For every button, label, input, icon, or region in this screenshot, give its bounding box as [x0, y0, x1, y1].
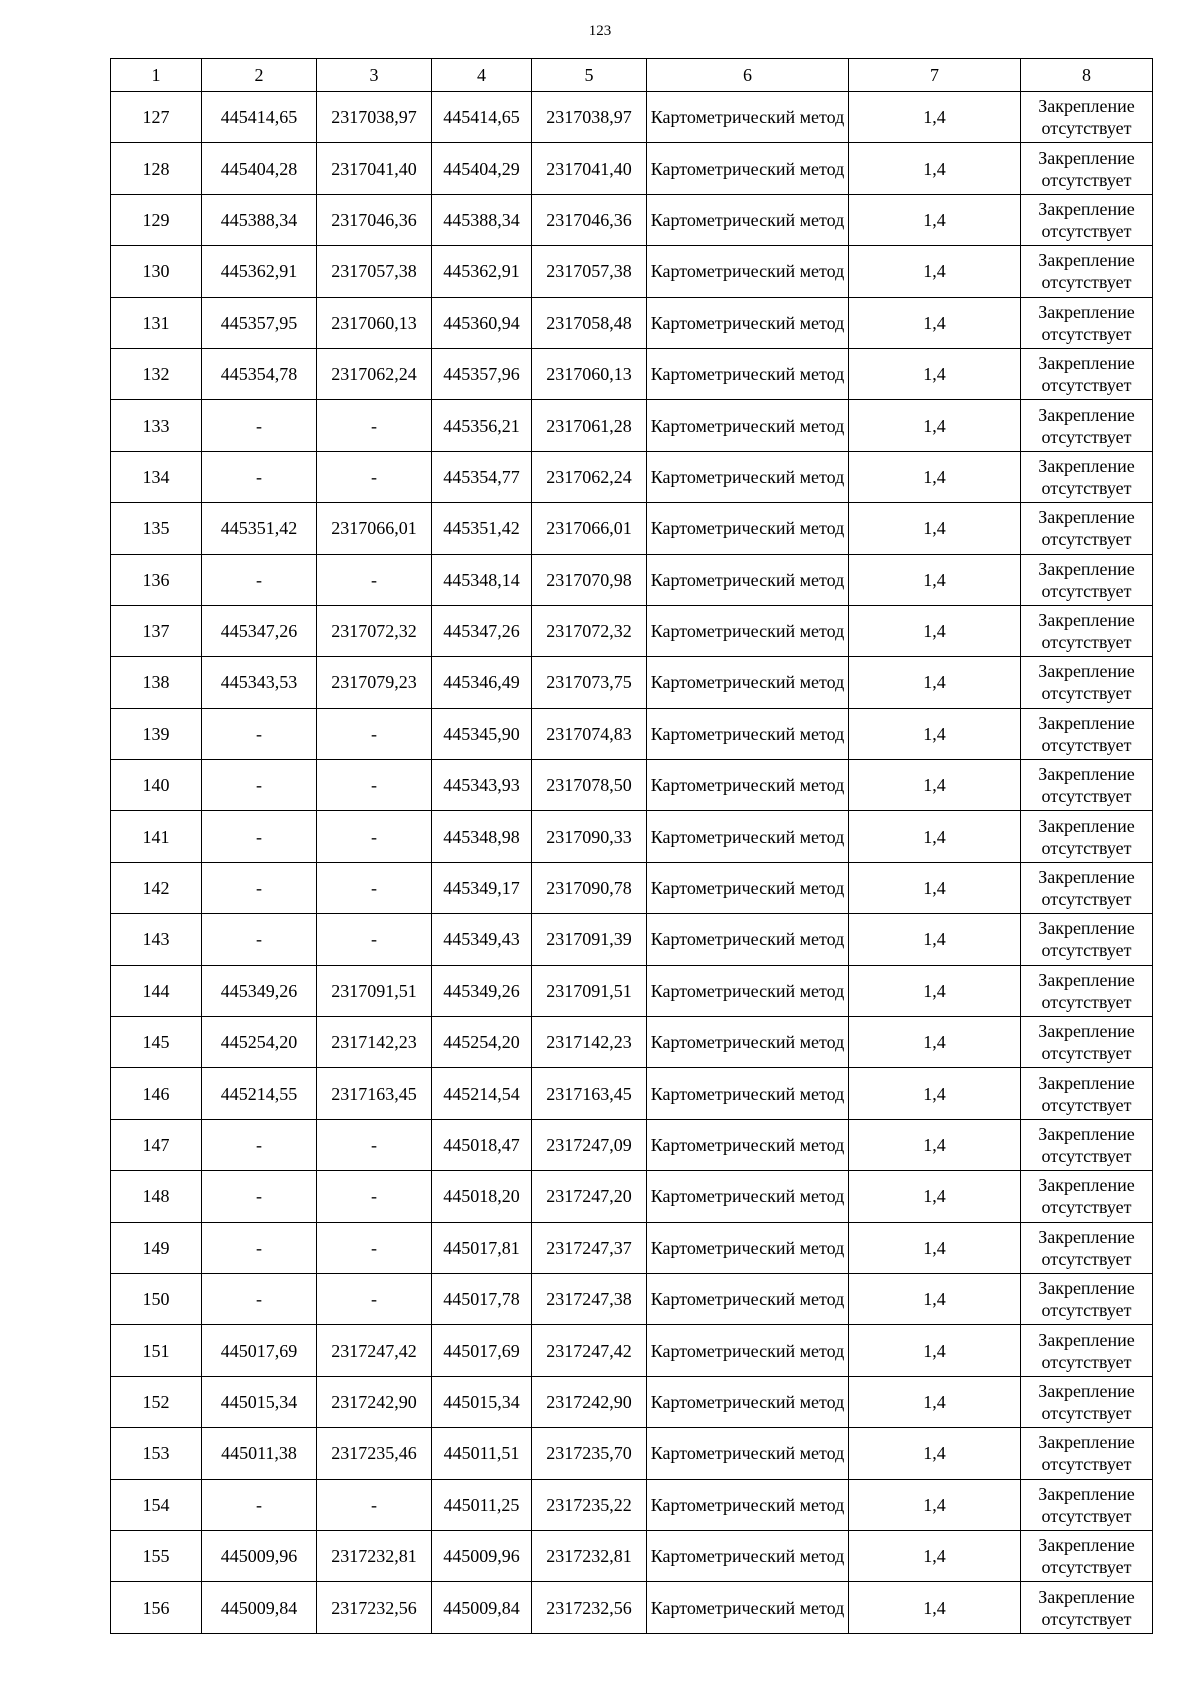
table-cell: 445348,14 — [432, 554, 532, 605]
table-cell: Картометрический метод — [647, 348, 849, 399]
table-body — [111, 92, 1153, 1634]
table-cell: 2317247,37 — [532, 1222, 647, 1273]
table-cell: - — [202, 1119, 317, 1170]
table-cell: - — [202, 811, 317, 862]
table-row — [111, 554, 1153, 605]
table-cell: 2317091,51 — [532, 965, 647, 1016]
table-cell: Закрепление отсутствует — [1021, 862, 1153, 913]
table-cell: Закрепление отсутствует — [1021, 811, 1153, 862]
table-cell: 1,4 — [849, 554, 1021, 605]
table-cell: Закрепление отсутствует — [1021, 657, 1153, 708]
table-cell: 138 — [111, 657, 202, 708]
table-cell: Картометрический метод — [647, 194, 849, 245]
table-cell: Картометрический метод — [647, 1376, 849, 1427]
table-cell: - — [202, 1479, 317, 1530]
table-cell: - — [317, 1171, 432, 1222]
table-row — [111, 348, 1153, 399]
table-cell: 2317235,22 — [532, 1479, 647, 1530]
table-row — [111, 760, 1153, 811]
table-cell: Закрепление отсутствует — [1021, 1017, 1153, 1068]
table-cell: 445214,54 — [432, 1068, 532, 1119]
table-cell: 2317066,01 — [317, 503, 432, 554]
table-cell: 2317058,48 — [532, 297, 647, 348]
table-cell: 144 — [111, 965, 202, 1016]
table-cell: 152 — [111, 1376, 202, 1427]
table-cell: 2317079,23 — [317, 657, 432, 708]
table-cell: 1,4 — [849, 1068, 1021, 1119]
table-row — [111, 1017, 1153, 1068]
table-cell: 1,4 — [849, 1530, 1021, 1581]
table-cell: 1,4 — [849, 657, 1021, 708]
table-cell: - — [317, 451, 432, 502]
table-cell: 2317232,56 — [532, 1582, 647, 1633]
table-cell: 445345,90 — [432, 708, 532, 759]
table-cell: Картометрический метод — [647, 1582, 849, 1633]
table-cell: 445343,53 — [202, 657, 317, 708]
table-cell: 2317038,97 — [532, 92, 647, 143]
table-cell: 2317142,23 — [317, 1017, 432, 1068]
table-cell: 2317247,09 — [532, 1119, 647, 1170]
table-cell: 445357,95 — [202, 297, 317, 348]
table-cell: - — [317, 760, 432, 811]
table-cell: 147 — [111, 1119, 202, 1170]
table-cell: - — [202, 1273, 317, 1324]
table-cell: 2317062,24 — [317, 348, 432, 399]
table-cell: 445349,26 — [432, 965, 532, 1016]
table-row — [111, 965, 1153, 1016]
table-cell: 1,4 — [849, 1119, 1021, 1170]
table-cell: 142 — [111, 862, 202, 913]
table-cell: 1,4 — [849, 348, 1021, 399]
table-cell: Картометрический метод — [647, 708, 849, 759]
table-cell: 445346,49 — [432, 657, 532, 708]
table-cell: 128 — [111, 143, 202, 194]
table-cell: 2317062,24 — [532, 451, 647, 502]
table-cell: 151 — [111, 1325, 202, 1376]
table-cell: 2317235,46 — [317, 1428, 432, 1479]
page-number: 123 — [588, 23, 612, 39]
table-cell: Картометрический метод — [647, 554, 849, 605]
table-cell: 445360,94 — [432, 297, 532, 348]
table-cell: 2317247,38 — [532, 1273, 647, 1324]
table-cell: Закрепление отсутствует — [1021, 1119, 1153, 1170]
table-cell: 2317090,78 — [532, 862, 647, 913]
table-cell: 445009,96 — [432, 1530, 532, 1581]
table-cell: Закрепление отсутствует — [1021, 1222, 1153, 1273]
table-cell: Закрепление отсутствует — [1021, 1530, 1153, 1581]
table-cell: 2317242,90 — [532, 1376, 647, 1427]
table-cell: 1,4 — [849, 1376, 1021, 1427]
column-header: 6 — [647, 59, 849, 92]
table-cell: 445357,96 — [432, 348, 532, 399]
table-cell: Закрепление отсутствует — [1021, 503, 1153, 554]
table-cell: 2317060,13 — [317, 297, 432, 348]
table-cell: 2317232,81 — [532, 1530, 647, 1581]
table-cell: 2317163,45 — [317, 1068, 432, 1119]
table-cell: 445388,34 — [202, 194, 317, 245]
table-cell: 445009,84 — [432, 1582, 532, 1633]
table-cell: Закрепление отсутствует — [1021, 1171, 1153, 1222]
table-cell: 2317066,01 — [532, 503, 647, 554]
table-cell: 1,4 — [849, 92, 1021, 143]
table-cell: 445351,42 — [202, 503, 317, 554]
table-cell: 129 — [111, 194, 202, 245]
table-cell: - — [202, 914, 317, 965]
table-cell: 445356,21 — [432, 400, 532, 451]
table-cell: 1,4 — [849, 914, 1021, 965]
table-row — [111, 1222, 1153, 1273]
table-cell: 2317074,83 — [532, 708, 647, 759]
table-cell: 445011,51 — [432, 1428, 532, 1479]
table-cell: Закрепление отсутствует — [1021, 1068, 1153, 1119]
table-cell: 445404,28 — [202, 143, 317, 194]
table-cell: Закрепление отсутствует — [1021, 348, 1153, 399]
table-cell: 2317060,13 — [532, 348, 647, 399]
table-cell: 2317090,33 — [532, 811, 647, 862]
column-header: 1 — [111, 59, 202, 92]
table-cell: Закрепление отсутствует — [1021, 1479, 1153, 1530]
table-cell: 445017,81 — [432, 1222, 532, 1273]
table-cell: 445011,25 — [432, 1479, 532, 1530]
table-row — [111, 1325, 1153, 1376]
table-cell: 1,4 — [849, 1582, 1021, 1633]
table-cell: 445214,55 — [202, 1068, 317, 1119]
table-cell: Картометрический метод — [647, 246, 849, 297]
table-row — [111, 1171, 1153, 1222]
table-cell: 2317235,70 — [532, 1428, 647, 1479]
table-cell: - — [317, 1479, 432, 1530]
table-cell: 445017,69 — [202, 1325, 317, 1376]
table-cell: Картометрический метод — [647, 1119, 849, 1170]
table-cell: 153 — [111, 1428, 202, 1479]
table-row — [111, 605, 1153, 656]
table-cell: - — [317, 1273, 432, 1324]
table-row — [111, 1479, 1153, 1530]
table-cell: Картометрический метод — [647, 92, 849, 143]
table-cell: 145 — [111, 1017, 202, 1068]
table-cell: 1,4 — [849, 503, 1021, 554]
table-cell: Картометрический метод — [647, 1171, 849, 1222]
table-row — [111, 708, 1153, 759]
table-cell: - — [202, 862, 317, 913]
table-cell: 445388,34 — [432, 194, 532, 245]
table-cell: - — [202, 554, 317, 605]
table-cell: - — [317, 811, 432, 862]
table-cell: Закрепление отсутствует — [1021, 194, 1153, 245]
table-cell: 2317057,38 — [532, 246, 647, 297]
table-row — [111, 1273, 1153, 1324]
table-cell: - — [317, 554, 432, 605]
table-row — [111, 914, 1153, 965]
table-row — [111, 1376, 1153, 1427]
table-cell: Картометрический метод — [647, 143, 849, 194]
table-cell: 155 — [111, 1530, 202, 1581]
table-row — [111, 1582, 1153, 1633]
column-header: 8 — [1021, 59, 1153, 92]
table-cell: 143 — [111, 914, 202, 965]
table-cell: 1,4 — [849, 246, 1021, 297]
table-cell: Картометрический метод — [647, 1068, 849, 1119]
table-cell: Картометрический метод — [647, 1530, 849, 1581]
table-cell: 2317046,36 — [317, 194, 432, 245]
table-cell: 2317072,32 — [317, 605, 432, 656]
table-cell: - — [202, 451, 317, 502]
table-cell: Закрепление отсутствует — [1021, 760, 1153, 811]
table-cell: 2317072,32 — [532, 605, 647, 656]
table-cell: 2317057,38 — [317, 246, 432, 297]
table-cell: 2317073,75 — [532, 657, 647, 708]
table-cell: 445349,26 — [202, 965, 317, 1016]
table-cell: 2317038,97 — [317, 92, 432, 143]
column-header: 3 — [317, 59, 432, 92]
table-cell: Картометрический метод — [647, 503, 849, 554]
table-cell: Закрепление отсутствует — [1021, 708, 1153, 759]
table-cell: 445354,78 — [202, 348, 317, 399]
table-cell: Закрепление отсутствует — [1021, 1428, 1153, 1479]
table-cell: Картометрический метод — [647, 1273, 849, 1324]
table-cell: - — [317, 1222, 432, 1273]
table-cell: Закрепление отсутствует — [1021, 1273, 1153, 1324]
table-row — [111, 194, 1153, 245]
table-cell: 445254,20 — [432, 1017, 532, 1068]
table-cell: 154 — [111, 1479, 202, 1530]
table-cell: Картометрический метод — [647, 1479, 849, 1530]
table-cell: 1,4 — [849, 760, 1021, 811]
table-cell: Картометрический метод — [647, 760, 849, 811]
table-cell: 445017,78 — [432, 1273, 532, 1324]
table-cell: 130 — [111, 246, 202, 297]
table-cell: Закрепление отсутствует — [1021, 143, 1153, 194]
table-cell: 445404,29 — [432, 143, 532, 194]
table-cell: Закрепление отсутствует — [1021, 554, 1153, 605]
table-cell: 141 — [111, 811, 202, 862]
table-cell: Закрепление отсутствует — [1021, 246, 1153, 297]
table-row — [111, 92, 1153, 143]
table-cell: Закрепление отсутствует — [1021, 914, 1153, 965]
table-cell: 2317232,81 — [317, 1530, 432, 1581]
table-cell: 445018,47 — [432, 1119, 532, 1170]
table-cell: Закрепление отсутствует — [1021, 1376, 1153, 1427]
table-cell: 2317078,50 — [532, 760, 647, 811]
table-cell: 445348,98 — [432, 811, 532, 862]
table-cell: 149 — [111, 1222, 202, 1273]
table-cell: 445362,91 — [432, 246, 532, 297]
table-cell: 148 — [111, 1171, 202, 1222]
table-row — [111, 297, 1153, 348]
table-cell: Картометрический метод — [647, 1222, 849, 1273]
table-cell: Картометрический метод — [647, 400, 849, 451]
table-cell: Картометрический метод — [647, 451, 849, 502]
table-cell: Картометрический метод — [647, 914, 849, 965]
table-cell: - — [202, 760, 317, 811]
table-row — [111, 451, 1153, 502]
table-cell: 1,4 — [849, 1325, 1021, 1376]
table-cell: - — [317, 400, 432, 451]
table-row — [111, 503, 1153, 554]
table-cell: 445354,77 — [432, 451, 532, 502]
table-cell: 2317163,45 — [532, 1068, 647, 1119]
table-cell: 2317091,51 — [317, 965, 432, 1016]
table-cell: 1,4 — [849, 708, 1021, 759]
table-cell: 1,4 — [849, 143, 1021, 194]
table-row — [111, 657, 1153, 708]
table-cell: - — [317, 914, 432, 965]
table-cell: 445349,43 — [432, 914, 532, 965]
table-row — [111, 811, 1153, 862]
table-cell: 140 — [111, 760, 202, 811]
table-cell: 132 — [111, 348, 202, 399]
column-header: 5 — [532, 59, 647, 92]
table-cell: - — [317, 708, 432, 759]
table-cell: Закрепление отсутствует — [1021, 92, 1153, 143]
table-cell: - — [202, 1171, 317, 1222]
table-cell: 445009,96 — [202, 1530, 317, 1581]
table-cell: Закрепление отсутствует — [1021, 1325, 1153, 1376]
table-cell: 146 — [111, 1068, 202, 1119]
table-cell: - — [202, 1222, 317, 1273]
table-cell: 1,4 — [849, 862, 1021, 913]
table-cell: Картометрический метод — [647, 297, 849, 348]
table-cell: 1,4 — [849, 965, 1021, 1016]
table-cell: 131 — [111, 297, 202, 348]
table-cell: 2317142,23 — [532, 1017, 647, 1068]
table-cell: 1,4 — [849, 297, 1021, 348]
table-cell: 2317070,98 — [532, 554, 647, 605]
table-cell: 445018,20 — [432, 1171, 532, 1222]
table-cell: 445015,34 — [432, 1376, 532, 1427]
table-cell: 133 — [111, 400, 202, 451]
table-cell: 445362,91 — [202, 246, 317, 297]
column-header: 7 — [849, 59, 1021, 92]
coordinates-table — [110, 58, 1153, 1634]
table-row — [111, 400, 1153, 451]
table-cell: Закрепление отсутствует — [1021, 400, 1153, 451]
table-cell: 150 — [111, 1273, 202, 1324]
table-cell: 1,4 — [849, 605, 1021, 656]
table-cell: 445414,65 — [202, 92, 317, 143]
table-cell: Закрепление отсутствует — [1021, 605, 1153, 656]
table-cell: Закрепление отсутствует — [1021, 451, 1153, 502]
table-cell: 445347,26 — [202, 605, 317, 656]
table-cell: 2317046,36 — [532, 194, 647, 245]
table-cell: 445254,20 — [202, 1017, 317, 1068]
table-cell: 445015,34 — [202, 1376, 317, 1427]
table-cell: 2317247,20 — [532, 1171, 647, 1222]
table-cell: 2317232,56 — [317, 1582, 432, 1633]
table-cell: Закрепление отсутствует — [1021, 1582, 1153, 1633]
table-cell: Картометрический метод — [647, 1017, 849, 1068]
table-cell: - — [317, 1119, 432, 1170]
table-cell: Картометрический метод — [647, 657, 849, 708]
table-cell: 2317041,40 — [317, 143, 432, 194]
table-cell: 1,4 — [849, 1171, 1021, 1222]
table-cell: 445414,65 — [432, 92, 532, 143]
table-row — [111, 1428, 1153, 1479]
table-cell: 2317091,39 — [532, 914, 647, 965]
table-cell: 156 — [111, 1582, 202, 1633]
table-row — [111, 862, 1153, 913]
table-cell: - — [202, 708, 317, 759]
table-cell: 1,4 — [849, 1428, 1021, 1479]
table-cell: Картометрический метод — [647, 605, 849, 656]
table-cell: Картометрический метод — [647, 965, 849, 1016]
table-cell: 2317061,28 — [532, 400, 647, 451]
table-cell: 2317247,42 — [317, 1325, 432, 1376]
table-cell: 445347,26 — [432, 605, 532, 656]
column-header: 2 — [202, 59, 317, 92]
table-cell: 445017,69 — [432, 1325, 532, 1376]
table-cell: 127 — [111, 92, 202, 143]
table-cell: Закрепление отсутствует — [1021, 297, 1153, 348]
table-cell: 2317242,90 — [317, 1376, 432, 1427]
table-cell: - — [317, 862, 432, 913]
table-cell: 445011,38 — [202, 1428, 317, 1479]
table-cell: 2317247,42 — [532, 1325, 647, 1376]
table-cell: - — [202, 400, 317, 451]
table-cell: 136 — [111, 554, 202, 605]
column-header: 4 — [432, 59, 532, 92]
table-cell: 1,4 — [849, 400, 1021, 451]
table-row — [111, 143, 1153, 194]
table-cell: 1,4 — [849, 1222, 1021, 1273]
table-cell: Картометрический метод — [647, 811, 849, 862]
table-cell: Картометрический метод — [647, 1325, 849, 1376]
table-cell: Картометрический метод — [647, 1428, 849, 1479]
table-row — [111, 1530, 1153, 1581]
table-cell: 135 — [111, 503, 202, 554]
table-cell: 445009,84 — [202, 1582, 317, 1633]
table-cell: 1,4 — [849, 194, 1021, 245]
table-cell: 134 — [111, 451, 202, 502]
table-cell: 139 — [111, 708, 202, 759]
table-cell: 1,4 — [849, 1273, 1021, 1324]
table-row — [111, 246, 1153, 297]
table-cell: Картометрический метод — [647, 862, 849, 913]
table-cell: 137 — [111, 605, 202, 656]
table-cell: 445349,17 — [432, 862, 532, 913]
table-cell: 445351,42 — [432, 503, 532, 554]
table-cell: 445343,93 — [432, 760, 532, 811]
table-cell: 1,4 — [849, 1479, 1021, 1530]
table-cell: 1,4 — [849, 1017, 1021, 1068]
table-cell: 1,4 — [849, 811, 1021, 862]
table-row — [111, 1119, 1153, 1170]
table-cell: 2317041,40 — [532, 143, 647, 194]
table-row — [111, 1068, 1153, 1119]
header-row — [111, 59, 1153, 92]
table-cell: Закрепление отсутствует — [1021, 965, 1153, 1016]
table-cell: 1,4 — [849, 451, 1021, 502]
